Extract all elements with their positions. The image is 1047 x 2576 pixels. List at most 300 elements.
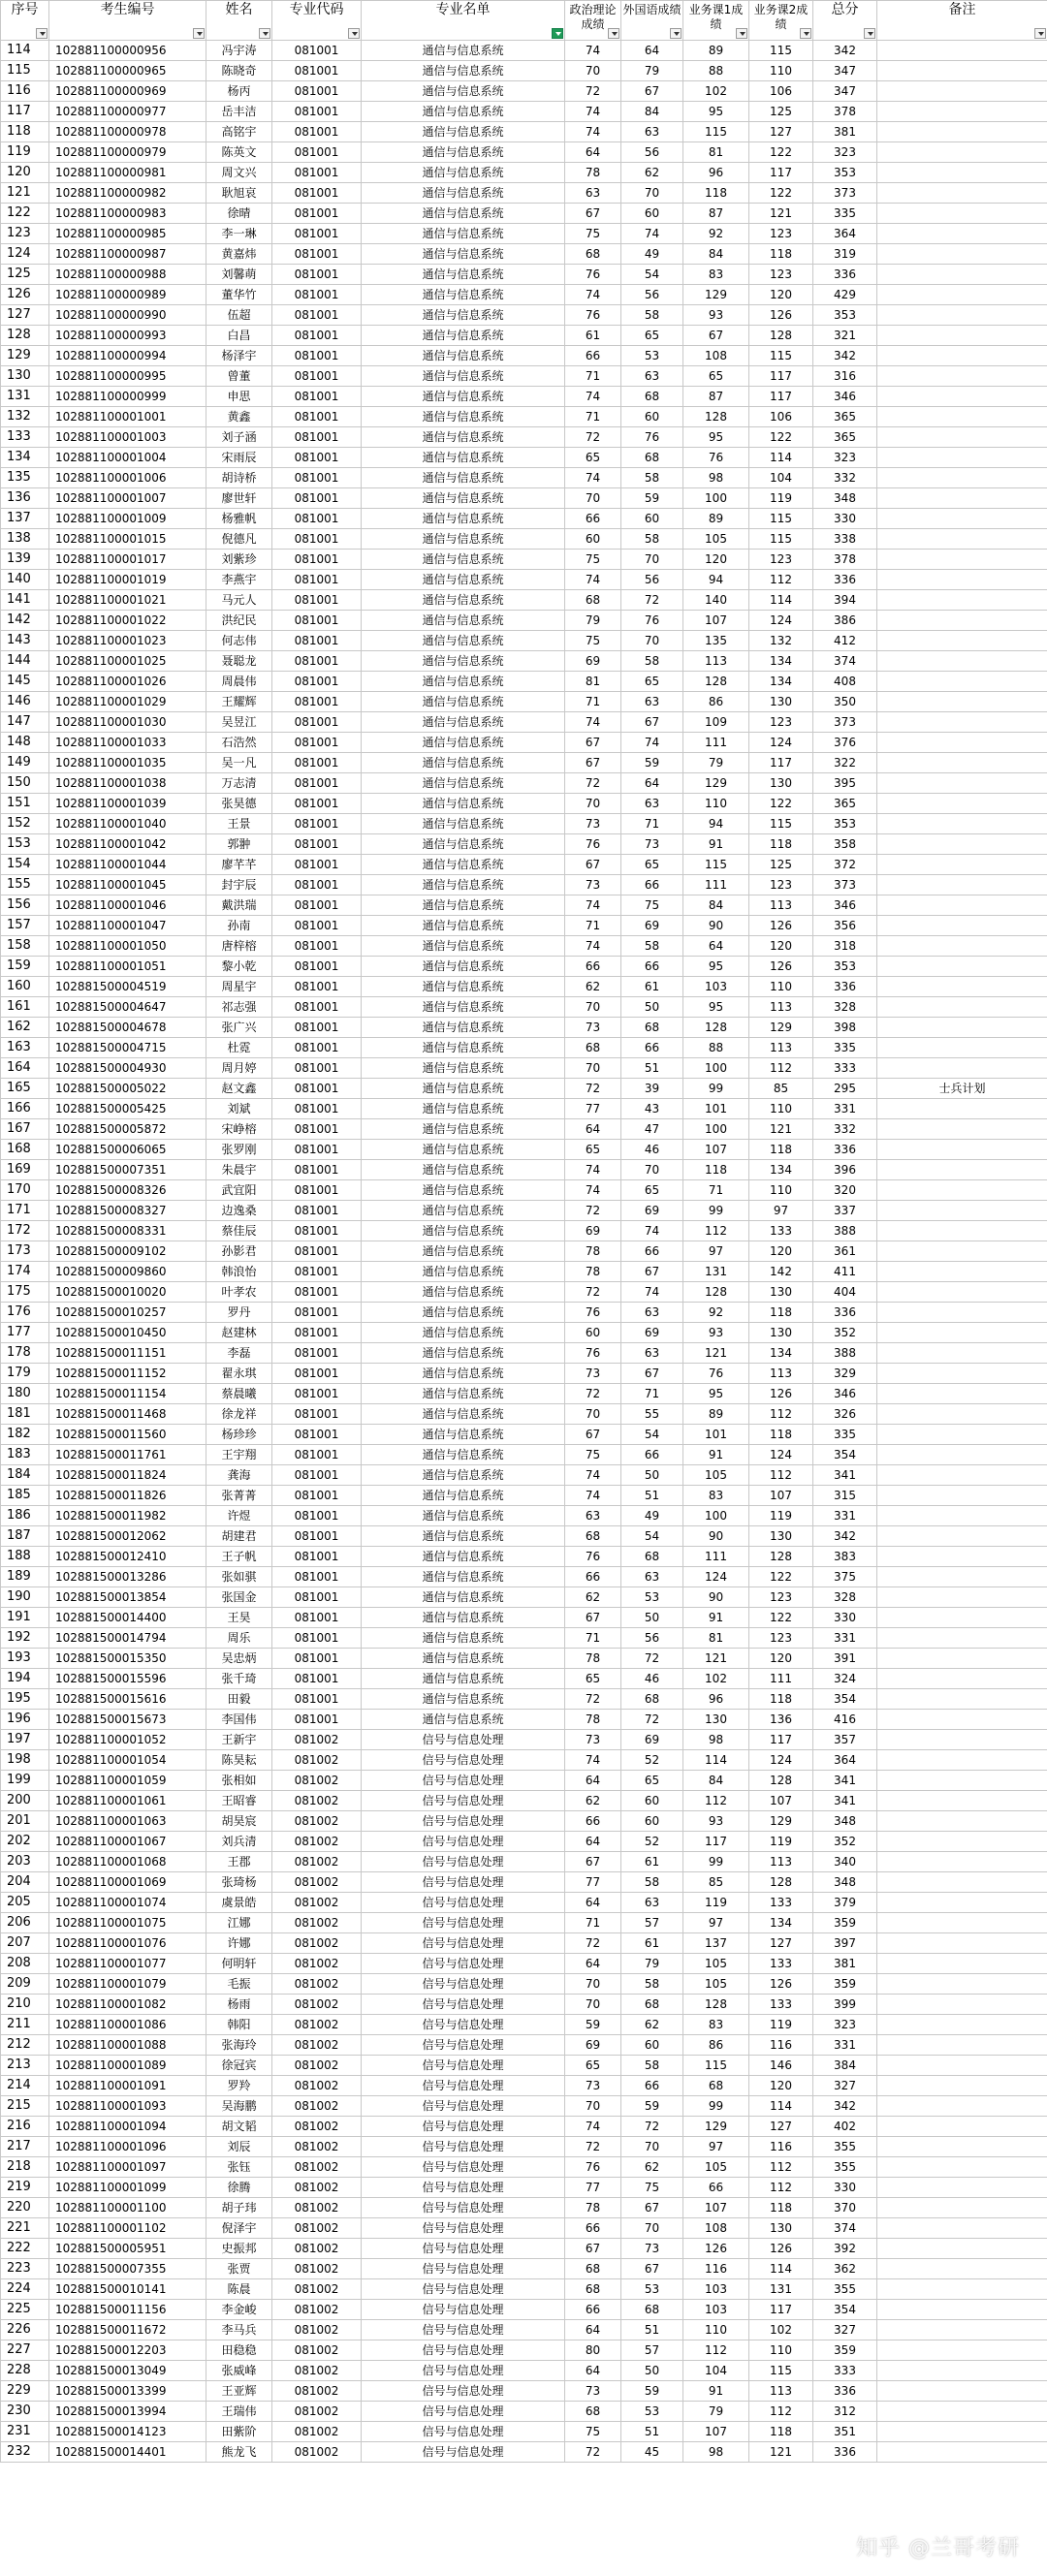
exam-id-cell: 102881100001033 [49,733,206,753]
student-name-cell: 张罗刚 [206,1140,272,1160]
table-row [1,1079,1047,1099]
politics-score-cell: 71 [565,692,621,712]
filter-dropdown-icon[interactable] [36,28,48,39]
total-score-cell: 353 [813,957,877,977]
row-index-cell: 197 [1,1730,49,1750]
major-code-cell: 081002 [272,1893,362,1913]
course2-score-cell: 129 [749,1811,813,1832]
note-cell [877,1730,1047,1750]
student-name-cell: 徐冠宾 [206,2056,272,2076]
note-cell [877,2402,1047,2422]
exam-id-cell: 102881500013399 [49,2381,206,2402]
course1-score-cell: 101 [683,1425,749,1445]
major-name-cell: 通信与信息系统 [362,916,565,936]
row-index-cell: 126 [1,285,49,305]
politics-score-cell: 62 [565,977,621,997]
filter-dropdown-icon[interactable] [800,28,811,39]
student-name-cell: 洪纪民 [206,611,272,631]
student-name-cell: 石浩然 [206,733,272,753]
major-name-cell: 通信与信息系统 [362,1526,565,1547]
note-cell [877,2279,1047,2300]
foreign-score-cell: 54 [621,1425,683,1445]
foreign-score-cell: 60 [621,1811,683,1832]
major-code-cell: 081001 [272,529,362,550]
foreign-score-cell: 58 [621,468,683,488]
course2-score-cell: 117 [749,1730,813,1750]
major-code-cell: 081001 [272,1547,362,1567]
exam-id-cell: 102881100001044 [49,855,206,875]
total-score-cell: 337 [813,1201,877,1221]
exam-id-cell: 102881100001047 [49,916,206,936]
header-idx: 序号 [1,1,49,41]
note-cell [877,1669,1047,1689]
foreign-score-cell: 74 [621,733,683,753]
total-score-cell: 320 [813,1180,877,1201]
student-name-cell: 田稳稳 [206,2340,272,2361]
exam-id-cell: 102881500014401 [49,2442,206,2463]
row-index-cell: 204 [1,1872,49,1893]
row-index-cell: 129 [1,346,49,366]
course2-score-cell: 106 [749,81,813,102]
student-name-cell: 廖世轩 [206,488,272,509]
total-score-cell: 361 [813,1241,877,1262]
note-cell [877,1140,1047,1160]
major-name-cell: 信号与信息处理 [362,1974,565,1995]
course2-score-cell: 117 [749,753,813,773]
row-index-cell: 232 [1,2442,49,2463]
major-name-cell: 通信与信息系统 [362,1689,565,1710]
politics-score-cell: 60 [565,1323,621,1343]
note-cell [877,651,1047,672]
total-score-cell: 412 [813,631,877,651]
student-name-cell: 张菁菁 [206,1486,272,1506]
student-name-cell: 边逸桑 [206,1201,272,1221]
politics-score-cell: 72 [565,2137,621,2157]
foreign-score-cell: 69 [621,916,683,936]
course1-score-cell: 119 [683,1893,749,1913]
total-score-cell: 333 [813,1058,877,1079]
row-index-cell: 175 [1,1282,49,1303]
major-code-cell: 081001 [272,794,362,814]
major-code-cell: 081001 [272,265,362,285]
total-score-cell: 378 [813,102,877,122]
course1-score-cell: 100 [683,1058,749,1079]
exam-id-cell: 102881100001097 [49,2157,206,2178]
note-cell [877,1832,1047,1852]
exam-id-cell: 102881500008327 [49,1201,206,1221]
politics-score-cell: 74 [565,712,621,733]
row-index-cell: 137 [1,509,49,529]
course1-score-cell: 108 [683,346,749,366]
major-code-cell: 081001 [272,1669,362,1689]
politics-score-cell: 74 [565,1750,621,1771]
course1-score-cell: 110 [683,2320,749,2340]
course2-score-cell: 110 [749,2340,813,2361]
note-cell [877,2218,1047,2239]
total-score-cell: 348 [813,1872,877,1893]
row-index-cell: 115 [1,61,49,81]
course2-score-cell: 114 [749,2096,813,2117]
major-code-cell: 081002 [272,1771,362,1791]
major-code-cell: 081002 [272,2259,362,2279]
course2-score-cell: 113 [749,895,813,916]
total-score-cell: 354 [813,1689,877,1710]
row-index-cell: 190 [1,1587,49,1608]
row-index-cell: 141 [1,590,49,611]
table-row [1,81,1047,102]
total-score-cell: 338 [813,529,877,550]
major-name-cell: 通信与信息系统 [362,814,565,834]
course1-score-cell: 85 [683,1872,749,1893]
course1-score-cell: 110 [683,794,749,814]
major-name-cell: 通信与信息系统 [362,1486,565,1506]
table-row [1,41,1047,61]
student-name-cell: 武宜阳 [206,1180,272,1201]
row-index-cell: 182 [1,1425,49,1445]
course2-score-cell: 130 [749,1282,813,1303]
total-score-cell: 328 [813,997,877,1018]
total-score-cell: 331 [813,1506,877,1526]
major-name-cell: 通信与信息系统 [362,957,565,977]
major-code-cell: 081002 [272,2076,362,2096]
row-index-cell: 210 [1,1995,49,2015]
exam-id-cell: 102881500015673 [49,1710,206,1730]
header-note: 备注 [877,1,1047,41]
table-row [1,1832,1047,1852]
major-name-cell: 通信与信息系统 [362,204,565,224]
row-index-cell: 171 [1,1201,49,1221]
major-code-cell: 081001 [272,936,362,957]
course1-score-cell: 86 [683,692,749,712]
course2-score-cell: 117 [749,2300,813,2320]
course1-score-cell: 66 [683,2178,749,2198]
filter-dropdown-icon[interactable] [348,28,360,39]
table-row [1,1954,1047,1974]
major-code-cell: 081002 [272,1913,362,1933]
politics-score-cell: 74 [565,570,621,590]
major-code-cell: 081002 [272,1791,362,1811]
course1-score-cell: 108 [683,2218,749,2239]
major-name-cell: 信号与信息处理 [362,2279,565,2300]
politics-score-cell: 71 [565,916,621,936]
course2-score-cell: 127 [749,122,813,142]
table-row [1,1486,1047,1506]
course2-score-cell: 130 [749,1323,813,1343]
table-row [1,1445,1047,1465]
exam-id-cell: 102881500011824 [49,1465,206,1486]
note-cell [877,1954,1047,1974]
major-name-cell: 通信与信息系统 [362,183,565,204]
course1-score-cell: 79 [683,753,749,773]
foreign-score-cell: 66 [621,875,683,895]
exam-id-cell: 102881100001094 [49,2117,206,2137]
filter-dropdown-icon[interactable] [864,28,875,39]
table-row [1,102,1047,122]
total-score-cell: 336 [813,1303,877,1323]
course1-score-cell: 118 [683,183,749,204]
foreign-score-cell: 84 [621,102,683,122]
foreign-score-cell: 63 [621,122,683,142]
major-name-cell: 通信与信息系统 [362,1710,565,1730]
course2-score-cell: 124 [749,1445,813,1465]
filter-dropdown-icon[interactable] [736,28,747,39]
politics-score-cell: 60 [565,529,621,550]
politics-score-cell: 73 [565,814,621,834]
politics-score-cell: 73 [565,2076,621,2096]
exam-id-cell: 102881500004930 [49,1058,206,1079]
major-code-cell: 081001 [272,305,362,326]
foreign-score-cell: 59 [621,2096,683,2117]
exam-id-cell: 102881500013049 [49,2361,206,2381]
total-score-cell: 318 [813,936,877,957]
row-index-cell: 217 [1,2137,49,2157]
student-name-cell: 杨雅帆 [206,509,272,529]
politics-score-cell: 64 [565,1893,621,1913]
politics-score-cell: 78 [565,163,621,183]
note-cell [877,163,1047,183]
politics-score-cell: 65 [565,1140,621,1160]
note-cell [877,529,1047,550]
note-cell [877,2056,1047,2076]
foreign-score-cell: 68 [621,1547,683,1567]
note-cell [877,733,1047,753]
major-name-cell: 通信与信息系统 [362,1425,565,1445]
student-name-cell: 张琦杨 [206,1872,272,1893]
exam-id-cell: 102881500015350 [49,1649,206,1669]
major-name-cell: 信号与信息处理 [362,2096,565,2117]
filter-dropdown-icon[interactable] [1034,28,1046,39]
filter-active-icon[interactable] [552,28,563,39]
course2-score-cell: 112 [749,1465,813,1486]
filter-dropdown-icon[interactable] [670,28,682,39]
major-name-cell: 信号与信息处理 [362,1933,565,1954]
row-index-cell: 225 [1,2300,49,2320]
foreign-score-cell: 49 [621,244,683,265]
note-cell [877,2259,1047,2279]
table-row [1,224,1047,244]
student-name-cell: 刘兵清 [206,1832,272,1852]
politics-score-cell: 68 [565,2279,621,2300]
exam-id-cell: 102881100000956 [49,41,206,61]
foreign-score-cell: 65 [621,1180,683,1201]
student-name-cell: 封宇辰 [206,875,272,895]
major-name-cell: 信号与信息处理 [362,2259,565,2279]
politics-score-cell: 78 [565,1649,621,1669]
course2-score-cell: 110 [749,1180,813,1201]
politics-score-cell: 69 [565,651,621,672]
total-score-cell: 330 [813,2178,877,2198]
course1-score-cell: 135 [683,631,749,651]
note-cell [877,1282,1047,1303]
total-score-cell: 359 [813,1913,877,1933]
note-cell [877,61,1047,81]
course1-score-cell: 93 [683,305,749,326]
major-name-cell: 通信与信息系统 [362,1099,565,1119]
major-name-cell: 通信与信息系统 [362,102,565,122]
header-major: 专业名单 [362,1,565,41]
exam-id-cell: 102881100001100 [49,2198,206,2218]
major-code-cell: 081001 [272,1526,362,1547]
major-code-cell: 081002 [272,2402,362,2422]
course1-score-cell: 103 [683,2300,749,2320]
exam-id-cell: 102881100001015 [49,529,206,550]
major-name-cell: 通信与信息系统 [362,1608,565,1628]
student-name-cell: 胡文韬 [206,2117,272,2137]
course2-score-cell: 107 [749,1791,813,1811]
major-name-cell: 通信与信息系统 [362,611,565,631]
foreign-score-cell: 66 [621,957,683,977]
total-score-cell: 381 [813,1954,877,1974]
course1-score-cell: 121 [683,1649,749,1669]
foreign-score-cell: 63 [621,1343,683,1364]
exam-id-cell: 102881500004678 [49,1018,206,1038]
foreign-score-cell: 71 [621,1384,683,1404]
course2-score-cell: 134 [749,1913,813,1933]
major-code-cell: 081002 [272,2056,362,2076]
major-name-cell: 通信与信息系统 [362,1119,565,1140]
foreign-score-cell: 58 [621,2056,683,2076]
politics-score-cell: 74 [565,387,621,407]
foreign-score-cell: 70 [621,2218,683,2239]
course1-score-cell: 128 [683,407,749,427]
politics-score-cell: 66 [565,346,621,366]
exam-id-cell: 102881100001039 [49,794,206,814]
exam-id-cell: 102881100000990 [49,305,206,326]
exam-id-cell: 102881100001076 [49,1933,206,1954]
total-score-cell: 372 [813,855,877,875]
student-name-cell: 张昊德 [206,794,272,814]
filter-dropdown-icon[interactable] [193,28,205,39]
course2-score-cell: 116 [749,2137,813,2157]
politics-score-cell: 70 [565,1974,621,1995]
table-row [1,733,1047,753]
total-score-cell: 347 [813,61,877,81]
course1-score-cell: 87 [683,387,749,407]
row-index-cell: 221 [1,2218,49,2239]
note-cell [877,224,1047,244]
row-index-cell: 203 [1,1852,49,1872]
major-name-cell: 通信与信息系统 [362,244,565,265]
note-cell [877,244,1047,265]
major-code-cell: 081001 [272,61,362,81]
politics-score-cell: 70 [565,2096,621,2117]
row-index-cell: 120 [1,163,49,183]
note-cell [877,427,1047,448]
major-name-cell: 信号与信息处理 [362,2218,565,2239]
total-score-cell: 352 [813,1832,877,1852]
row-index-cell: 223 [1,2259,49,2279]
exam-id-cell: 102881500014400 [49,1608,206,1628]
total-score-cell: 356 [813,916,877,936]
student-name-cell: 吴昱江 [206,712,272,733]
foreign-score-cell: 72 [621,1649,683,1669]
course2-score-cell: 112 [749,2402,813,2422]
politics-score-cell: 68 [565,244,621,265]
row-index-cell: 212 [1,2035,49,2056]
filter-dropdown-icon[interactable] [608,28,619,39]
course1-score-cell: 126 [683,2239,749,2259]
politics-score-cell: 67 [565,1852,621,1872]
major-name-cell: 信号与信息处理 [362,1771,565,1791]
exam-id-cell: 102881100001042 [49,834,206,855]
table-body [1,41,1047,2463]
note-cell [877,1995,1047,2015]
row-index-cell: 165 [1,1079,49,1099]
foreign-score-cell: 54 [621,265,683,285]
note-cell [877,1506,1047,1526]
foreign-score-cell: 75 [621,895,683,916]
course2-score-cell: 131 [749,2279,813,2300]
row-index-cell: 139 [1,550,49,570]
exam-id-cell: 102881100001022 [49,611,206,631]
filter-dropdown-icon[interactable] [259,28,270,39]
row-index-cell: 114 [1,41,49,61]
major-code-cell: 081001 [272,1018,362,1038]
row-index-cell: 222 [1,2239,49,2259]
note-cell [877,183,1047,204]
course2-score-cell: 114 [749,590,813,611]
course1-score-cell: 97 [683,1913,749,1933]
table-row [1,183,1047,204]
major-code-cell: 081001 [272,41,362,61]
table-row [1,1628,1047,1649]
row-index-cell: 118 [1,122,49,142]
course2-score-cell: 110 [749,1099,813,1119]
foreign-score-cell: 56 [621,570,683,590]
course2-score-cell: 130 [749,692,813,712]
row-index-cell: 145 [1,672,49,692]
politics-score-cell: 74 [565,1486,621,1506]
note-cell [877,2015,1047,2035]
course2-score-cell: 118 [749,1689,813,1710]
course1-score-cell: 97 [683,1241,749,1262]
course1-score-cell: 100 [683,488,749,509]
major-name-cell: 通信与信息系统 [362,1201,565,1221]
course2-score-cell: 97 [749,1201,813,1221]
total-score-cell: 353 [813,163,877,183]
row-index-cell: 214 [1,2076,49,2096]
course1-score-cell: 114 [683,1750,749,1771]
politics-score-cell: 72 [565,1201,621,1221]
student-name-cell: 王景 [206,814,272,834]
table-row [1,1750,1047,1771]
major-code-cell: 081001 [272,387,362,407]
exam-id-cell: 102881100001026 [49,672,206,692]
exam-id-cell: 102881100001052 [49,1730,206,1750]
table-row [1,1038,1047,1058]
major-code-cell: 081001 [272,224,362,244]
table-row [1,712,1047,733]
course2-score-cell: 115 [749,529,813,550]
politics-score-cell: 64 [565,2361,621,2381]
major-code-cell: 081001 [272,1649,362,1669]
table-row [1,2279,1047,2300]
course2-score-cell: 122 [749,1608,813,1628]
foreign-score-cell: 68 [621,1995,683,2015]
exam-id-cell: 102881500005022 [49,1079,206,1099]
course2-score-cell: 121 [749,204,813,224]
foreign-score-cell: 66 [621,1241,683,1262]
politics-score-cell: 65 [565,1669,621,1689]
politics-score-cell: 76 [565,1303,621,1323]
note-cell [877,1547,1047,1567]
total-score-cell: 374 [813,651,877,672]
row-index-cell: 205 [1,1893,49,1913]
foreign-score-cell: 74 [621,224,683,244]
course1-score-cell: 68 [683,2076,749,2096]
major-name-cell: 通信与信息系统 [362,387,565,407]
foreign-score-cell: 63 [621,366,683,387]
